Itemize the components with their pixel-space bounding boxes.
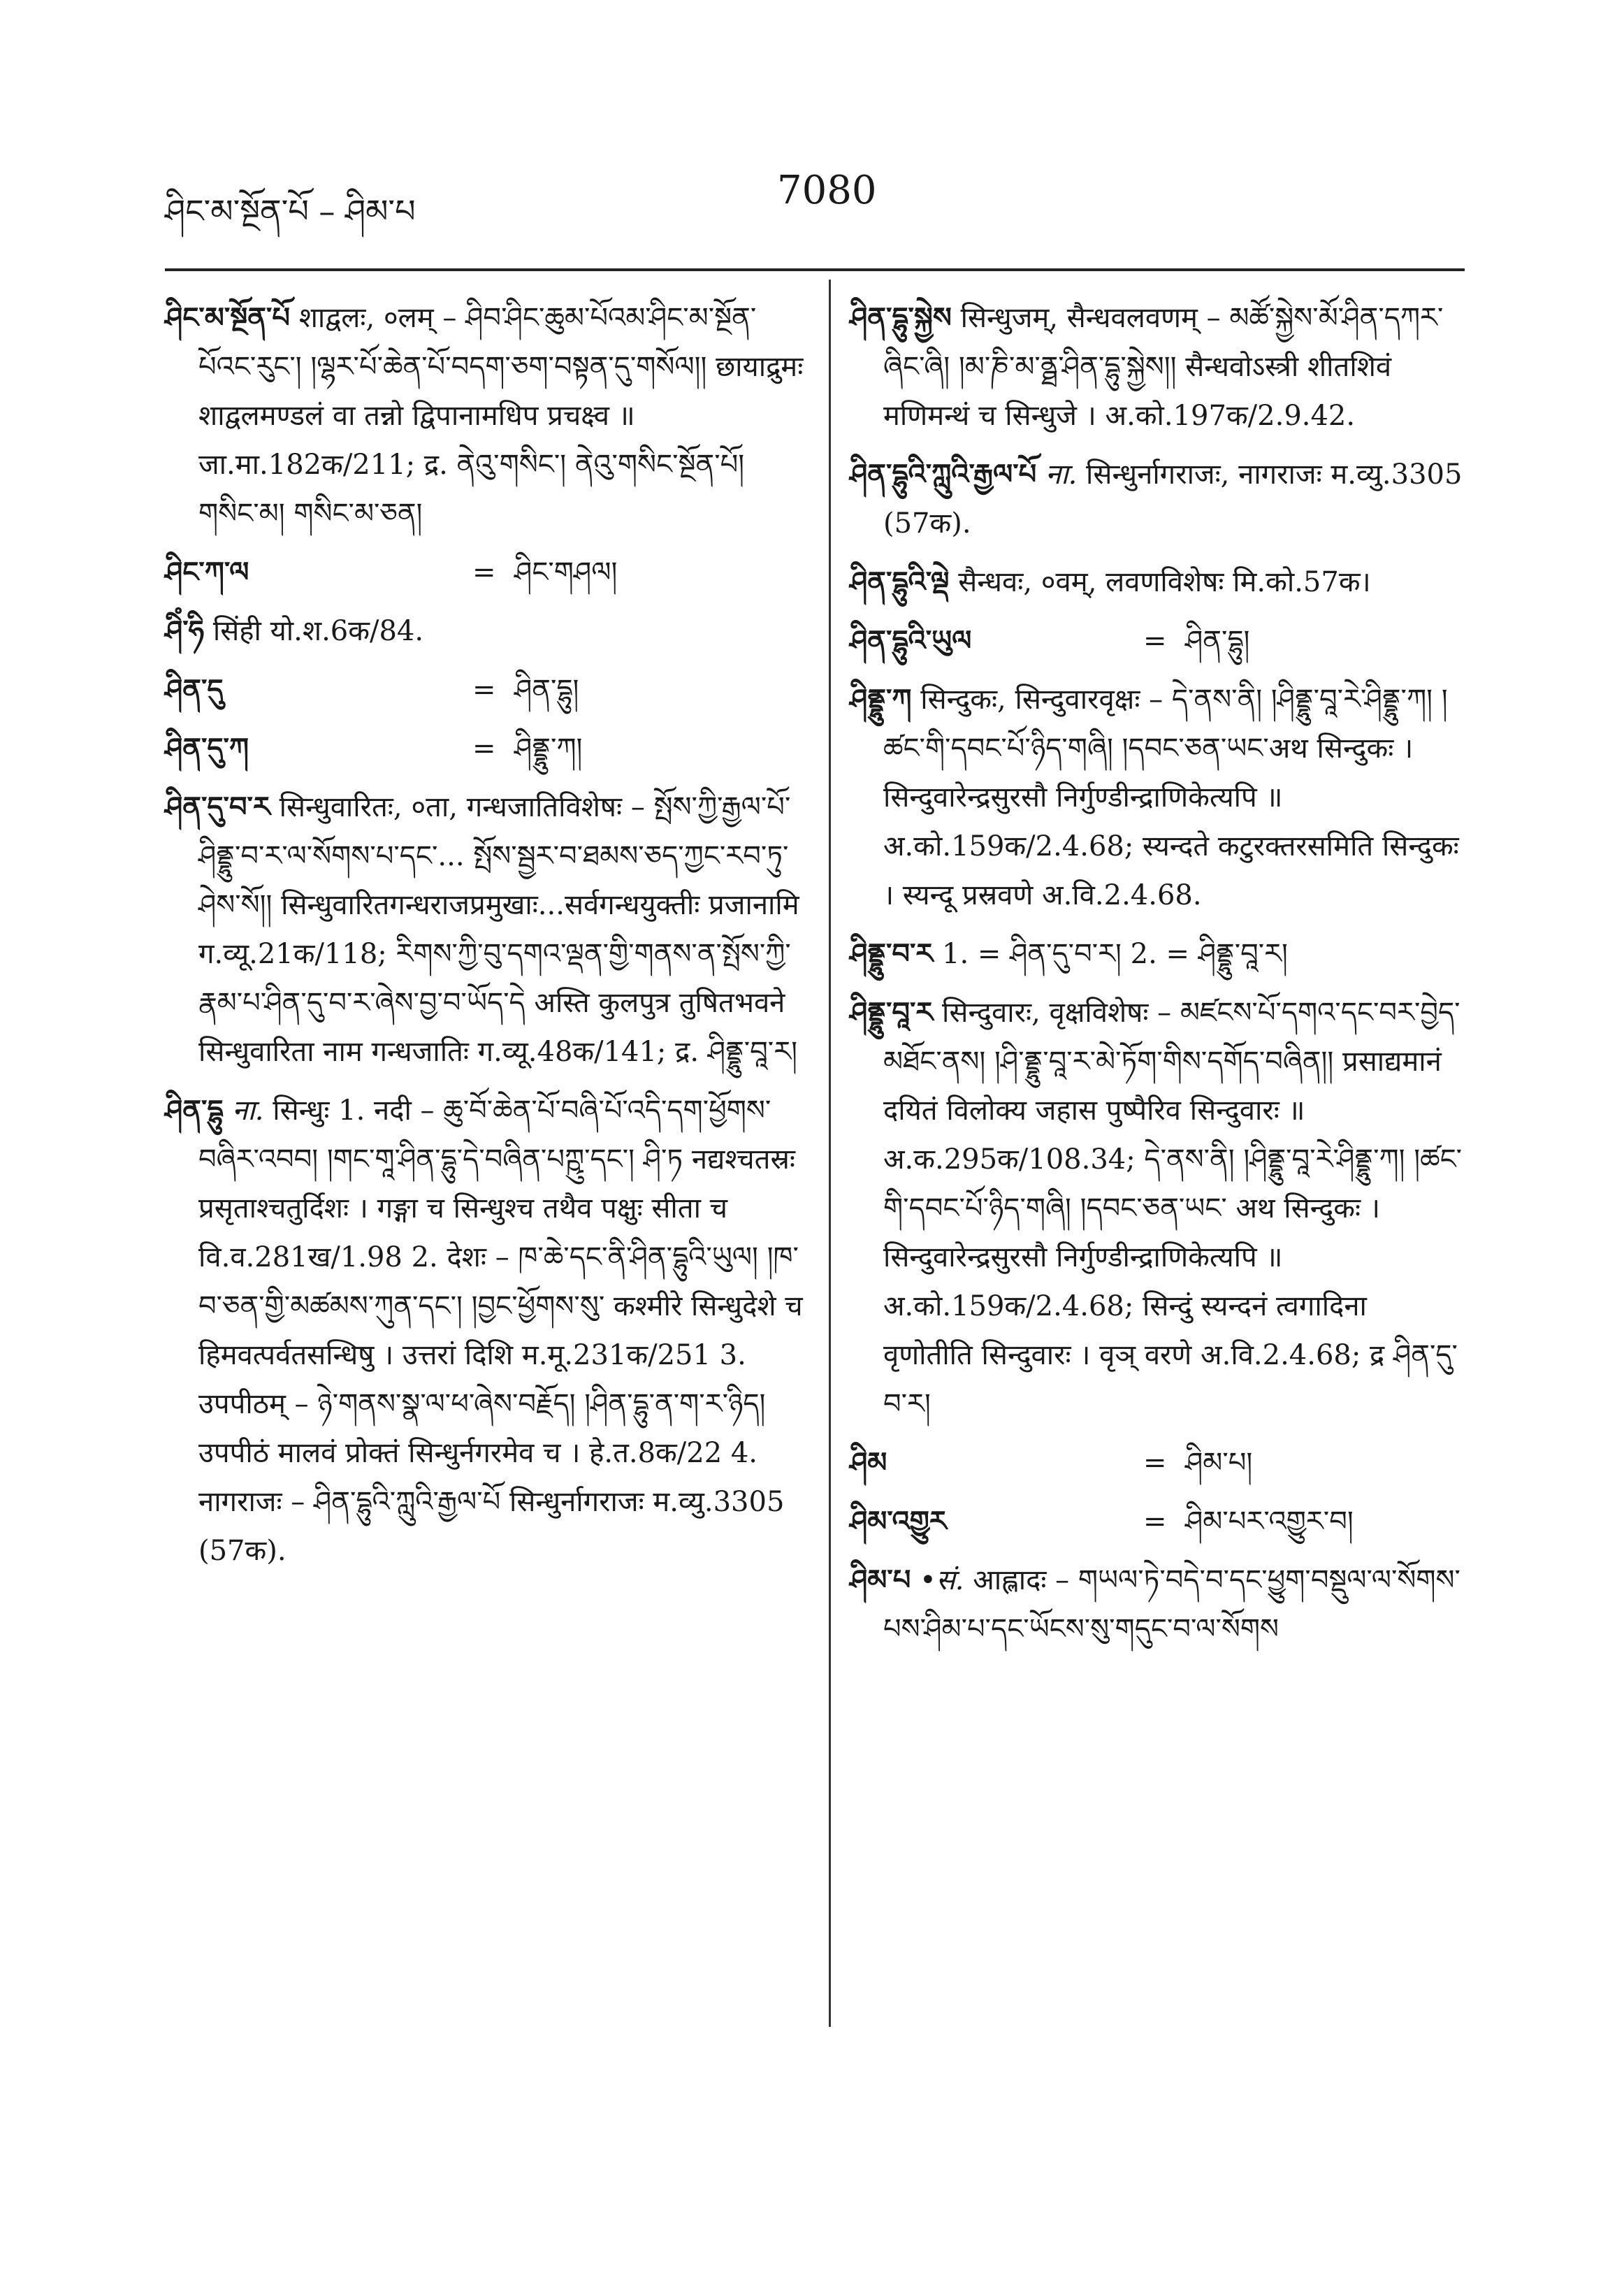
- running-head: ཤིང་མ་སྔོན་པོ – ཤིམ་པ: [165, 192, 416, 230]
- entry: [850, 294, 1465, 440]
- cross-reference-entry: [165, 665, 808, 714]
- left-column: [165, 294, 808, 1585]
- cross-reference-target: ཤིང་གཤལ།: [514, 556, 618, 588]
- equals-sign: =: [472, 674, 496, 706]
- headword: ཤིཾ་ཧི: [165, 614, 205, 647]
- entry-body: सिन्धुः 1. नदी – ཆུ་བོ་ཆེན་པོ་བཞི་པོ་འདི་དག་ཕྱོགས་བཞིར་འབབ། །གང་གཱ་ཤིན་དྷུ་དེ་བཞིན་པཀྵུ་དང་། ཤི་ཏ नद्यश्चतस्रः प्रसृताश्चतुर्दिशः । गङ्गा च सिन्धुश्च तथैव पक्षुः सीता च वि.व.281ख/1.98 2. देशः – ཁ་ཆེ་དང་ནི་ཤིན་དྷུའི་ཡུལ། །ཁ་བ་ཅན་གྱི་མཚམས་ཀུན་དང་། །བྱང་ཕྱོགས་སུ་ कश्मीरे सिन्धुदेशे च हिमवत्पर्वतसन्धिषु । उत्तरां दिशि म.मू.231क/251 3. उपपीठम् – ཉེ་གནས་སྣ་ལ་ཕ་ཞེས་བརྗོད། །ཤིན་དྷུ་ན་ག་ར་ཉིད། उपपीठं मालवं प्रोक्तं सिन्धुर्नगरमेव च । हे.त.8क/22 4. नागराजः – ཤིན་དྷུའི་ཀླུའི་རྒྱལ་པོ सिन्धुर्नागराजः म.व्यु.3305 (57क).: [198, 1095, 803, 1567]
- headword: ཤིན་དུ་ཀ: [165, 732, 249, 765]
- entry-body: आह्लादः – གཡལ་ཏེ་བདེ་བ་དང་ཕྱུག་བསྡུལ་ལ་སོགས་པས་ཤིམ་པ་དང་ཡོངས་སུ་གདུང་བ་ལ་སོགས: [883, 1564, 1460, 1645]
- headword: ཤིནྡྷུ་བཱ་ར: [850, 996, 934, 1029]
- entry-body: सिंही यो.श.6क/84.: [212, 615, 424, 647]
- cross-reference-target: ཤིན་དྷུ།: [1185, 625, 1250, 657]
- headword: ཤིནྡྷུ་ཀ: [850, 683, 912, 716]
- grammar-label: ना.: [1045, 458, 1078, 491]
- headword: ཤིམ: [850, 1446, 887, 1479]
- entry: [850, 675, 1465, 920]
- equals-sign: =: [1143, 1447, 1167, 1479]
- column-divider: [829, 280, 831, 2027]
- headword: ཤིན་དྷུ་སྐྱེས: [850, 301, 952, 334]
- headword: ཤིང་མ་སྔོན་པོ: [165, 301, 290, 334]
- cross-reference-target: ཤིནྡྷུ་ཀ།: [514, 732, 583, 765]
- headword: ཤིན་དུ: [165, 673, 224, 706]
- equals-sign: =: [472, 732, 496, 765]
- page-header: [165, 168, 1479, 230]
- header-rule: [165, 268, 1465, 271]
- entry-body: सिन्धुजम्, सैन्धवलवणम् – མཚོ་སྐྱེས་མོ་ཤིན་དཀར་ཞིང་ཞི། །མ་ཎི་མ་ནྠ་ཤིན་དྷུ་སྐྱེས།། सैन्धवोऽस्त्री शीतशिवं मणिमन्थं च सिन्धुजे । अ.को.197क/2.9.42.: [883, 302, 1444, 432]
- headword: ཤིནྡྷུ་བ་ར: [850, 937, 934, 970]
- headword: ཤིང་ཀ་ལ: [165, 556, 249, 588]
- entry-body: सिन्धुर्नागराजः, नागराजः म.व्यु.3305 (57क).: [883, 458, 1463, 540]
- headword: ཤིན་དྷུའི་ཡུལ: [850, 624, 972, 657]
- equals-sign: =: [1143, 1505, 1167, 1538]
- entry: [850, 988, 1465, 1429]
- headword: ཤིན་དུ་བ་ར: [165, 790, 270, 823]
- equals-sign: =: [1143, 625, 1167, 657]
- cross-reference-entry: [850, 1438, 1465, 1487]
- headword: ཤིན་དྷུའི་ཀླུའི་རྒྱལ་པོ: [850, 458, 1037, 491]
- cross-reference-entry: [165, 548, 808, 597]
- entry: [165, 1086, 808, 1575]
- entry: [850, 930, 1465, 978]
- headword: ཤིམ་པ: [850, 1563, 911, 1596]
- cross-reference-entry: [165, 724, 808, 773]
- grammar-label: ना.: [232, 1095, 264, 1127]
- entry-body: 1. = ཤིན་དུ་བ་ར། 2. = ཤིནྡྷུ་བཱ་ར།: [942, 938, 1288, 970]
- entry-body: सैन्धवः, ०वम्, लवणविशेषः मि.को.57क।: [958, 566, 1371, 598]
- equals-sign: =: [472, 556, 496, 588]
- headword: ཤིམ་འགྱུར: [850, 1505, 947, 1538]
- entry-body: सिन्धुवारितः, ०ता, गन्धजातिविशेषः – སྤོས་ཀྱི་རྒྱལ་པོ་ཤིནྡྷུ་བ་ར་ལ་སོགས་པ་དང་... སྤོས་སྦྱར་བ་ཐམས་ཅད་ཀྱང་རབ་ཏུ་ཤེས་སོ།། सिन्धुवारितगन्धराजप्रमुखाः...सर्वगन्धयुक्तीः प्रजानामि ग.व्यू.21क/118; རིགས་ཀྱི་བུ་དགའ་ལྡན་གྱི་གནས་ན་སྤོས་ཀྱི་རྣམ་པ་ཤིན་དུ་བ་ར་ཞེས་བྱ་བ་ཡོད་དེ अस्ति कुलपुत्र तुषितभवने सिन्धुवारिता नाम गन्धजातिः ग.व्यू.48क/141; द्र. ཤིནྡྷུ་བཱ་ར།: [198, 791, 799, 1068]
- cross-reference-target: ཤིམ་པ།: [1185, 1447, 1253, 1479]
- entry-body: शाद्वलः, ०लम् – ཤིབ་ཤིང་ཆུམ་པོའམ་ཤིང་མ་སྔོན་པོའང་རུང་། །ལྷར་པོ་ཆེན་པོ་བདག་ཅག་བསྟན་དུ་གསོལ།། छायाद्रुमः शाद्वलमण्डलं वा तन्नो द्विपानामधिप प्रचक्ष्व ॥ जा.मा.182क/211; द्र. ནེའུ་གསིང་། ནེའུ་གསིང་སྔོན་པོ། གསིང་མ། གསིང་མ་ཅན།: [198, 302, 804, 530]
- right-column: [850, 294, 1465, 1663]
- page-number: 7080: [777, 168, 877, 213]
- entry-body: सिन्दुकः, सिन्दुवारवृक्षः – དེ་ནས་ནི། །ཤིནྡྷུ་བཱ་རེ་ཤིནྡྷུ་ཀ། །ཚང་གི་དབང་པོ་ཉིད་གཞི། །དབང་ཅན་ཡང་अथ सिन्दुकः । सिन्दुवारेन्द्रसुरसौ निर्गुण्डीन्द्राणिकेत्यपि ॥ अ.को.159क/2.4.68; स्यन्दते कटुरक्तरसमिति सिन्दुकः । स्यन्दू प्रस्रवणे अ.वि.2.4.68.: [883, 684, 1459, 911]
- headword: ཤིན་དྷུ: [165, 1094, 224, 1127]
- entry: [850, 1556, 1465, 1654]
- cross-reference-target: ཤིན་དྷུ།: [514, 674, 579, 706]
- entry: [850, 450, 1465, 548]
- cross-reference-entry: [850, 1497, 1465, 1546]
- entry: [165, 294, 808, 538]
- headword: ཤིན་དྷུའི་ལྡེ: [850, 565, 950, 598]
- entry: [850, 558, 1465, 607]
- cross-reference-target: ཤིམ་པར་འགྱུར་བ།: [1185, 1505, 1354, 1538]
- entry-body: सिन्दुवारः, वृक्षविशेषः – མཛངས་པོ་དགའ་དང་བར་བྱེད་མཐོང་ནས། །ཤི་ནྡྷུ་བཱ་ར་མེ་ཏོག་གིས་དགོད་བཞིན།། प्रसाद्यमानं दयितं विलोक्य जहास पुष्पैरिव सिन्दुवारः ॥ अ.क.295क/108.34; དེ་ནས་ནི། །ཤིནྡྷུ་བཱ་རེ་ཤིནྡྷུ་ཀ། །ཚང་གི་དབང་པོ་ཉིད་གཞི། །དབང་ཅན་ཡང་ अथ सिन्दुकः । सिन्दुवारेन्द्रसुरसौ निर्गुण्डीन्द्राणिकेत्यपि ॥ अ.को.159क/2.4.68; सिन्दुं स्यन्दनं त्वगादिना वृणोतीति सिन्दुवारः । वृञ् वरणे अ.वि.2.4.68; द्र ཤིན་དུ་བ་ར།: [883, 997, 1463, 1420]
- cross-reference-entry: [850, 616, 1465, 665]
- entry: [165, 607, 808, 656]
- grammar-label: •सं.: [920, 1564, 964, 1596]
- entry: [165, 783, 808, 1076]
